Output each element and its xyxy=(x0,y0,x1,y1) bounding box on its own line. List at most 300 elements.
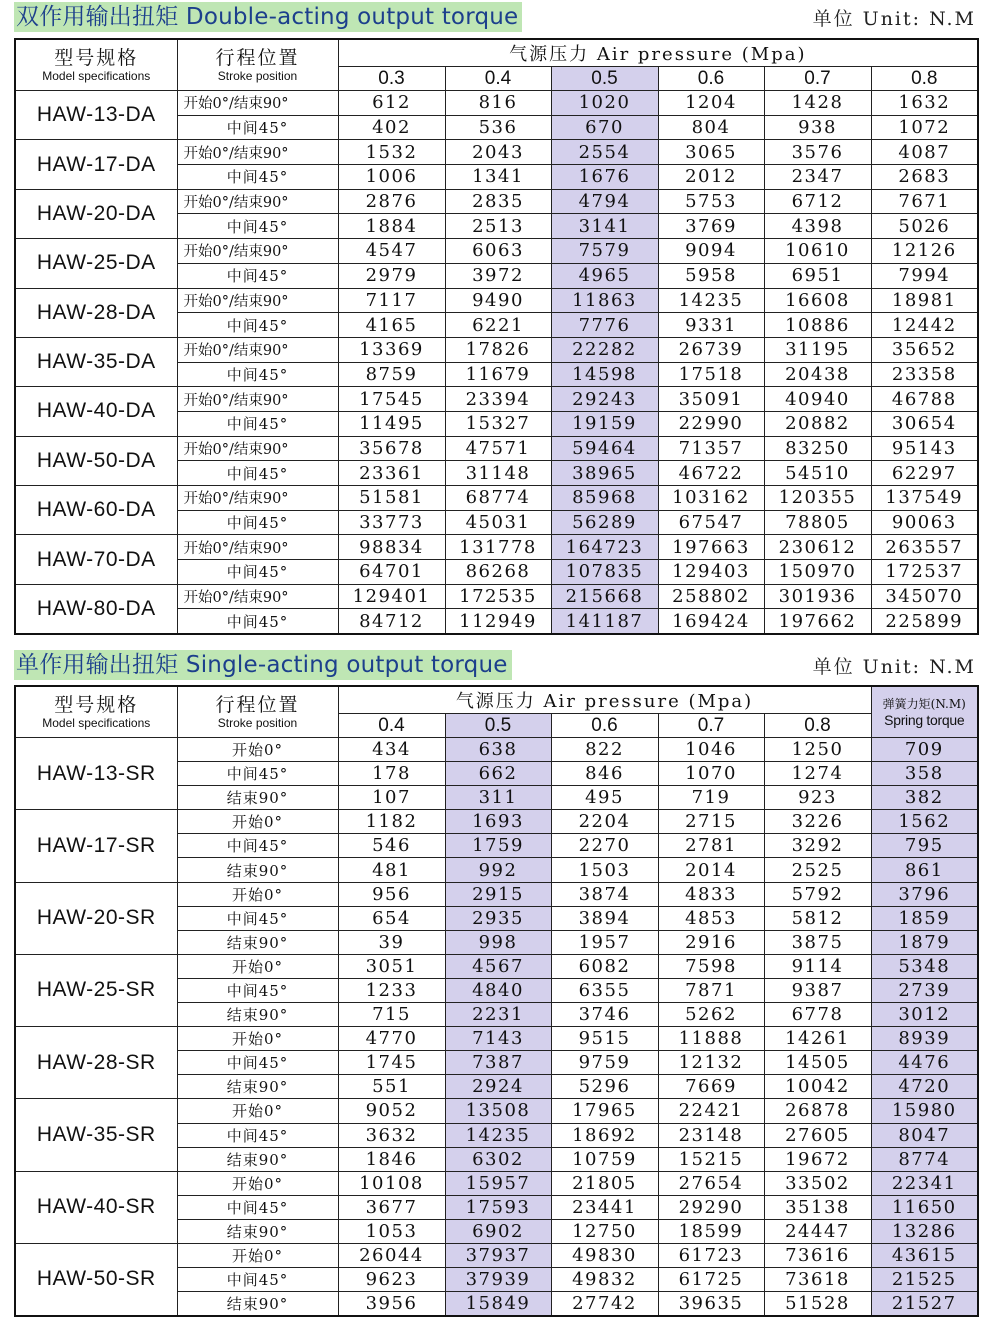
torque-cell: 7387 xyxy=(445,1051,551,1075)
spring-torque-cell: 358 xyxy=(871,762,978,786)
stroke-cell: 开始0°/结束90° xyxy=(177,387,338,412)
torque-cell: 12126 xyxy=(871,239,978,264)
torque-cell: 11495 xyxy=(338,411,445,436)
torque-cell: 7871 xyxy=(658,978,764,1002)
torque-cell: 1053 xyxy=(338,1219,445,1243)
torque-cell: 18692 xyxy=(551,1123,658,1147)
torque-cell: 225899 xyxy=(871,609,978,634)
torque-cell: 112949 xyxy=(445,609,551,634)
torque-cell: 51528 xyxy=(764,1292,871,1316)
torque-cell: 9094 xyxy=(658,239,764,264)
stroke-cell: 中间45° xyxy=(177,560,338,585)
pressure-header: 0.8 xyxy=(871,67,978,91)
torque-cell: 37937 xyxy=(445,1243,551,1267)
torque-cell: 4853 xyxy=(658,906,764,930)
torque-cell: 14235 xyxy=(445,1123,551,1147)
torque-cell: 35138 xyxy=(764,1195,871,1219)
torque-cell: 1884 xyxy=(338,214,445,239)
model-cell: HAW-25-DA xyxy=(15,239,177,288)
stroke-cell: 结束90° xyxy=(177,1003,338,1027)
torque-cell: 23361 xyxy=(338,461,445,486)
torque-cell: 84712 xyxy=(338,609,445,634)
torque-cell: 172537 xyxy=(871,560,978,585)
torque-cell: 98834 xyxy=(338,535,445,560)
torque-cell: 311 xyxy=(445,786,551,810)
torque-cell: 11679 xyxy=(445,362,551,387)
torque-cell: 481 xyxy=(338,858,445,882)
torque-cell: 35652 xyxy=(871,337,978,362)
torque-cell: 83250 xyxy=(764,436,871,461)
torque-cell: 536 xyxy=(445,115,551,140)
double-acting-unit: 单位 Unit: N.M xyxy=(812,8,976,30)
model-cell: HAW-28-DA xyxy=(15,288,177,337)
torque-cell: 14505 xyxy=(764,1051,871,1075)
torque-cell: 2270 xyxy=(551,834,658,858)
stroke-cell: 开始0°/结束90° xyxy=(177,239,338,264)
torque-cell: 5262 xyxy=(658,1003,764,1027)
spring-torque-cell: 8774 xyxy=(871,1147,978,1171)
table-row xyxy=(15,1243,978,1267)
stroke-cell: 开始0°/结束90° xyxy=(177,288,338,313)
torque-cell: 1745 xyxy=(338,1051,445,1075)
torque-cell: 3576 xyxy=(764,140,871,165)
model-cell: HAW-20-DA xyxy=(15,189,177,238)
torque-cell: 4398 xyxy=(764,214,871,239)
stroke-cell: 中间45° xyxy=(177,362,338,387)
model-cell: HAW-17-DA xyxy=(15,140,177,189)
torque-cell: 3632 xyxy=(338,1123,445,1147)
spring-torque-cell: 3796 xyxy=(871,882,978,906)
torque-cell: 18981 xyxy=(871,288,978,313)
pressure-header: 0.5 xyxy=(445,714,551,738)
torque-cell: 24447 xyxy=(764,1219,871,1243)
torque-cell: 19672 xyxy=(764,1147,871,1171)
torque-cell: 17593 xyxy=(445,1195,551,1219)
torque-cell: 169424 xyxy=(658,609,764,634)
torque-cell: 7598 xyxy=(658,954,764,978)
torque-cell: 998 xyxy=(445,930,551,954)
torque-cell: 263557 xyxy=(871,535,978,560)
torque-cell: 197663 xyxy=(658,535,764,560)
model-cell: HAW-40-DA xyxy=(15,387,177,436)
torque-cell: 12132 xyxy=(658,1051,764,1075)
torque-cell: 7994 xyxy=(871,263,978,288)
stroke-cell: 开始0° xyxy=(177,810,338,834)
spring-torque-cell: 709 xyxy=(871,738,978,762)
torque-cell: 2014 xyxy=(658,858,764,882)
spring-torque-cell: 11650 xyxy=(871,1195,978,1219)
torque-cell: 49830 xyxy=(551,1243,658,1267)
stroke-cell: 中间45° xyxy=(177,510,338,535)
torque-cell: 402 xyxy=(338,115,445,140)
stroke-cell: 结束90° xyxy=(177,858,338,882)
torque-cell: 822 xyxy=(551,738,658,762)
stroke-cell: 结束90° xyxy=(177,1147,338,1171)
torque-cell: 6902 xyxy=(445,1219,551,1243)
torque-cell: 2204 xyxy=(551,810,658,834)
model-cell: HAW-50-SR xyxy=(15,1243,177,1315)
stroke-cell: 开始0° xyxy=(177,954,338,978)
pressure-header: 0.3 xyxy=(338,67,445,91)
stroke-cell: 开始0° xyxy=(177,1099,338,1123)
torque-cell: 197662 xyxy=(764,609,871,634)
torque-cell: 61725 xyxy=(658,1268,764,1292)
torque-cell: 4794 xyxy=(551,189,658,214)
stroke-cell: 中间45° xyxy=(177,1268,338,1292)
stroke-cell: 开始0°/结束90° xyxy=(177,584,338,609)
torque-cell: 2347 xyxy=(764,165,871,190)
torque-cell: 21805 xyxy=(551,1171,658,1195)
model-cell: HAW-70-DA xyxy=(15,535,177,584)
torque-cell: 670 xyxy=(551,115,658,140)
spring-torque-cell: 21527 xyxy=(871,1292,978,1316)
stroke-cell: 开始0° xyxy=(177,1027,338,1051)
torque-cell: 612 xyxy=(338,91,445,116)
torque-cell: 137549 xyxy=(871,486,978,511)
torque-cell: 5026 xyxy=(871,214,978,239)
torque-cell: 35091 xyxy=(658,387,764,412)
stroke-cell: 开始0°/结束90° xyxy=(177,140,338,165)
torque-cell: 1204 xyxy=(658,91,764,116)
torque-cell: 49832 xyxy=(551,1268,658,1292)
single-acting-unit: 单位 Unit: N.M xyxy=(812,656,976,678)
torque-cell: 12750 xyxy=(551,1219,658,1243)
torque-cell: 9515 xyxy=(551,1027,658,1051)
stroke-cell: 中间45° xyxy=(177,165,338,190)
torque-cell: 10042 xyxy=(764,1075,871,1099)
torque-cell: 662 xyxy=(445,762,551,786)
torque-cell: 6302 xyxy=(445,1147,551,1171)
torque-cell: 150970 xyxy=(764,560,871,585)
torque-cell: 6355 xyxy=(551,978,658,1002)
torque-cell: 27654 xyxy=(658,1171,764,1195)
torque-cell: 71357 xyxy=(658,436,764,461)
single-acting-table xyxy=(14,685,979,1317)
torque-cell: 5296 xyxy=(551,1075,658,1099)
torque-cell: 6221 xyxy=(445,313,551,338)
torque-cell: 13508 xyxy=(445,1099,551,1123)
torque-cell: 258802 xyxy=(658,584,764,609)
spring-torque-cell: 22341 xyxy=(871,1171,978,1195)
table-row xyxy=(15,584,978,609)
model-cell: HAW-17-SR xyxy=(15,810,177,882)
torque-cell: 816 xyxy=(445,91,551,116)
torque-cell: 1428 xyxy=(764,91,871,116)
torque-cell: 23394 xyxy=(445,387,551,412)
spring-torque-cell: 15980 xyxy=(871,1099,978,1123)
spring-torque-cell: 1879 xyxy=(871,930,978,954)
torque-cell: 39 xyxy=(338,930,445,954)
stroke-cell: 中间45° xyxy=(177,978,338,1002)
torque-cell: 992 xyxy=(445,858,551,882)
torque-cell: 17545 xyxy=(338,387,445,412)
torque-cell: 7669 xyxy=(658,1075,764,1099)
table-row xyxy=(15,189,978,214)
torque-cell: 10108 xyxy=(338,1171,445,1195)
torque-cell: 2979 xyxy=(338,263,445,288)
torque-cell: 6712 xyxy=(764,189,871,214)
torque-cell: 59464 xyxy=(551,436,658,461)
torque-cell: 3226 xyxy=(764,810,871,834)
torque-cell: 23148 xyxy=(658,1123,764,1147)
torque-cell: 1632 xyxy=(871,91,978,116)
torque-cell: 46722 xyxy=(658,461,764,486)
model-cell: HAW-20-SR xyxy=(15,882,177,954)
torque-cell: 938 xyxy=(764,115,871,140)
torque-cell: 923 xyxy=(764,786,871,810)
torque-cell: 27605 xyxy=(764,1123,871,1147)
single-acting-header xyxy=(14,650,982,680)
stroke-cell: 结束90° xyxy=(177,786,338,810)
torque-cell: 3292 xyxy=(764,834,871,858)
torque-cell: 6778 xyxy=(764,1003,871,1027)
torque-cell: 10886 xyxy=(764,313,871,338)
table-row xyxy=(15,810,978,834)
torque-cell: 3972 xyxy=(445,263,551,288)
torque-cell: 9114 xyxy=(764,954,871,978)
torque-cell: 20438 xyxy=(764,362,871,387)
torque-cell: 22421 xyxy=(658,1099,764,1123)
torque-cell: 551 xyxy=(338,1075,445,1099)
torque-cell: 26739 xyxy=(658,337,764,362)
header-stroke: 行程位置 Stroke position xyxy=(177,686,338,738)
spring-torque-cell: 4476 xyxy=(871,1051,978,1075)
torque-cell: 804 xyxy=(658,115,764,140)
spring-torque-cell: 21525 xyxy=(871,1268,978,1292)
spring-torque-cell: 3012 xyxy=(871,1003,978,1027)
pressure-header: 0.4 xyxy=(445,67,551,91)
torque-cell: 14598 xyxy=(551,362,658,387)
table-row xyxy=(15,535,978,560)
torque-cell: 90063 xyxy=(871,510,978,535)
torque-cell: 1250 xyxy=(764,738,871,762)
torque-cell: 38965 xyxy=(551,461,658,486)
torque-cell: 9331 xyxy=(658,313,764,338)
torque-cell: 19159 xyxy=(551,411,658,436)
torque-cell: 23358 xyxy=(871,362,978,387)
torque-cell: 17518 xyxy=(658,362,764,387)
torque-cell: 6063 xyxy=(445,239,551,264)
torque-cell: 14235 xyxy=(658,288,764,313)
table-row xyxy=(15,1171,978,1195)
torque-cell: 2915 xyxy=(445,882,551,906)
torque-cell: 103162 xyxy=(658,486,764,511)
torque-cell: 1341 xyxy=(445,165,551,190)
torque-cell: 141187 xyxy=(551,609,658,634)
pressure-header: 0.7 xyxy=(658,714,764,738)
torque-cell: 54510 xyxy=(764,461,871,486)
model-cell: HAW-80-DA xyxy=(15,584,177,633)
double-acting-table xyxy=(14,38,979,635)
torque-cell: 26878 xyxy=(764,1099,871,1123)
torque-cell: 8759 xyxy=(338,362,445,387)
torque-cell: 26044 xyxy=(338,1243,445,1267)
stroke-cell: 开始0°/结束90° xyxy=(177,337,338,362)
torque-cell: 7776 xyxy=(551,313,658,338)
torque-cell: 129401 xyxy=(338,584,445,609)
spring-torque-cell: 382 xyxy=(871,786,978,810)
torque-cell: 29243 xyxy=(551,387,658,412)
torque-cell: 33502 xyxy=(764,1171,871,1195)
torque-cell: 13369 xyxy=(338,337,445,362)
header-spring-torque: 弹簧力矩(N.M) Spring torque xyxy=(871,686,978,738)
stroke-cell: 开始0° xyxy=(177,738,338,762)
torque-cell: 45031 xyxy=(445,510,551,535)
torque-cell: 178 xyxy=(338,762,445,786)
torque-cell: 15327 xyxy=(445,411,551,436)
torque-cell: 1070 xyxy=(658,762,764,786)
model-cell: HAW-28-SR xyxy=(15,1027,177,1099)
torque-cell: 4770 xyxy=(338,1027,445,1051)
torque-cell: 16608 xyxy=(764,288,871,313)
torque-cell: 3141 xyxy=(551,214,658,239)
double-acting-header xyxy=(14,2,982,32)
torque-cell: 14261 xyxy=(764,1027,871,1051)
stroke-cell: 开始0° xyxy=(177,1243,338,1267)
header-stroke: 行程位置 Stroke position xyxy=(177,39,338,91)
torque-cell: 31148 xyxy=(445,461,551,486)
stroke-cell: 中间45° xyxy=(177,609,338,634)
torque-cell: 51581 xyxy=(338,486,445,511)
table-row xyxy=(15,91,978,116)
torque-cell: 22990 xyxy=(658,411,764,436)
torque-cell: 4165 xyxy=(338,313,445,338)
torque-cell: 1020 xyxy=(551,91,658,116)
torque-cell: 129403 xyxy=(658,560,764,585)
torque-cell: 956 xyxy=(338,882,445,906)
torque-cell: 1274 xyxy=(764,762,871,786)
torque-cell: 64701 xyxy=(338,560,445,585)
model-cell: HAW-35-DA xyxy=(15,337,177,386)
torque-cell: 1233 xyxy=(338,978,445,1002)
torque-cell: 9052 xyxy=(338,1099,445,1123)
stroke-cell: 中间45° xyxy=(177,214,338,239)
torque-cell: 120355 xyxy=(764,486,871,511)
stroke-cell: 结束90° xyxy=(177,1292,338,1316)
torque-cell: 3677 xyxy=(338,1195,445,1219)
torque-cell: 95143 xyxy=(871,436,978,461)
spring-torque-cell: 2739 xyxy=(871,978,978,1002)
torque-cell: 6082 xyxy=(551,954,658,978)
torque-cell: 2916 xyxy=(658,930,764,954)
torque-cell: 3894 xyxy=(551,906,658,930)
header-model: 型号规格 Model specifications xyxy=(15,39,177,91)
torque-cell: 3746 xyxy=(551,1003,658,1027)
torque-cell: 85968 xyxy=(551,486,658,511)
torque-cell: 7579 xyxy=(551,239,658,264)
header-air-pressure: 气源压力 Air pressure (Mpa) xyxy=(338,39,978,67)
torque-cell: 20882 xyxy=(764,411,871,436)
torque-cell: 17826 xyxy=(445,337,551,362)
stroke-cell: 结束90° xyxy=(177,1075,338,1099)
stroke-cell: 中间45° xyxy=(177,461,338,486)
model-cell: HAW-35-SR xyxy=(15,1099,177,1171)
torque-cell: 495 xyxy=(551,786,658,810)
torque-cell: 230612 xyxy=(764,535,871,560)
torque-cell: 546 xyxy=(338,834,445,858)
torque-cell: 7117 xyxy=(338,288,445,313)
torque-cell: 2513 xyxy=(445,214,551,239)
model-cell: HAW-13-SR xyxy=(15,738,177,810)
torque-cell: 46788 xyxy=(871,387,978,412)
torque-cell: 37939 xyxy=(445,1268,551,1292)
torque-cell: 6951 xyxy=(764,263,871,288)
torque-cell: 33773 xyxy=(338,510,445,535)
stroke-cell: 中间45° xyxy=(177,115,338,140)
model-cell: HAW-13-DA xyxy=(15,91,177,140)
torque-cell: 654 xyxy=(338,906,445,930)
table-row xyxy=(15,239,978,264)
torque-cell: 15849 xyxy=(445,1292,551,1316)
torque-cell: 3875 xyxy=(764,930,871,954)
header-model: 型号规格 Model specifications xyxy=(15,686,177,738)
torque-cell: 1532 xyxy=(338,140,445,165)
torque-cell: 345070 xyxy=(871,584,978,609)
torque-cell: 15215 xyxy=(658,1147,764,1171)
table-row xyxy=(15,738,978,762)
stroke-cell: 开始0°/结束90° xyxy=(177,486,338,511)
torque-cell: 1503 xyxy=(551,858,658,882)
torque-cell: 434 xyxy=(338,738,445,762)
table-row xyxy=(15,140,978,165)
torque-cell: 40940 xyxy=(764,387,871,412)
torque-cell: 68774 xyxy=(445,486,551,511)
torque-cell: 56289 xyxy=(551,510,658,535)
header-air-pressure: 气源压力 Air pressure (Mpa) xyxy=(338,686,871,714)
pressure-header: 0.4 xyxy=(338,714,445,738)
stroke-cell: 中间45° xyxy=(177,263,338,288)
torque-cell: 638 xyxy=(445,738,551,762)
pressure-header: 0.6 xyxy=(551,714,658,738)
torque-cell: 12442 xyxy=(871,313,978,338)
spring-torque-cell: 8047 xyxy=(871,1123,978,1147)
torque-cell: 719 xyxy=(658,786,764,810)
torque-cell: 27742 xyxy=(551,1292,658,1316)
table-row xyxy=(15,954,978,978)
table-row xyxy=(15,1027,978,1051)
torque-cell: 107 xyxy=(338,786,445,810)
stroke-cell: 中间45° xyxy=(177,313,338,338)
torque-cell: 2554 xyxy=(551,140,658,165)
torque-cell: 2715 xyxy=(658,810,764,834)
table-row xyxy=(15,436,978,461)
stroke-cell: 中间45° xyxy=(177,834,338,858)
torque-cell: 9623 xyxy=(338,1268,445,1292)
torque-cell: 3065 xyxy=(658,140,764,165)
torque-cell: 301936 xyxy=(764,584,871,609)
model-cell: HAW-25-SR xyxy=(15,954,177,1026)
torque-cell: 1046 xyxy=(658,738,764,762)
stroke-cell: 结束90° xyxy=(177,1219,338,1243)
stroke-cell: 开始0° xyxy=(177,882,338,906)
torque-cell: 18599 xyxy=(658,1219,764,1243)
torque-cell: 715 xyxy=(338,1003,445,1027)
torque-cell: 1676 xyxy=(551,165,658,190)
torque-cell: 9490 xyxy=(445,288,551,313)
torque-cell: 2924 xyxy=(445,1075,551,1099)
stroke-cell: 开始0°/结束90° xyxy=(177,91,338,116)
stroke-cell: 中间45° xyxy=(177,1195,338,1219)
torque-cell: 1957 xyxy=(551,930,658,954)
stroke-cell: 中间45° xyxy=(177,411,338,436)
stroke-cell: 中间45° xyxy=(177,762,338,786)
torque-cell: 1072 xyxy=(871,115,978,140)
table-row xyxy=(15,486,978,511)
spring-torque-cell: 13286 xyxy=(871,1219,978,1243)
torque-cell: 131778 xyxy=(445,535,551,560)
torque-cell: 3874 xyxy=(551,882,658,906)
pressure-header: 0.8 xyxy=(764,714,871,738)
